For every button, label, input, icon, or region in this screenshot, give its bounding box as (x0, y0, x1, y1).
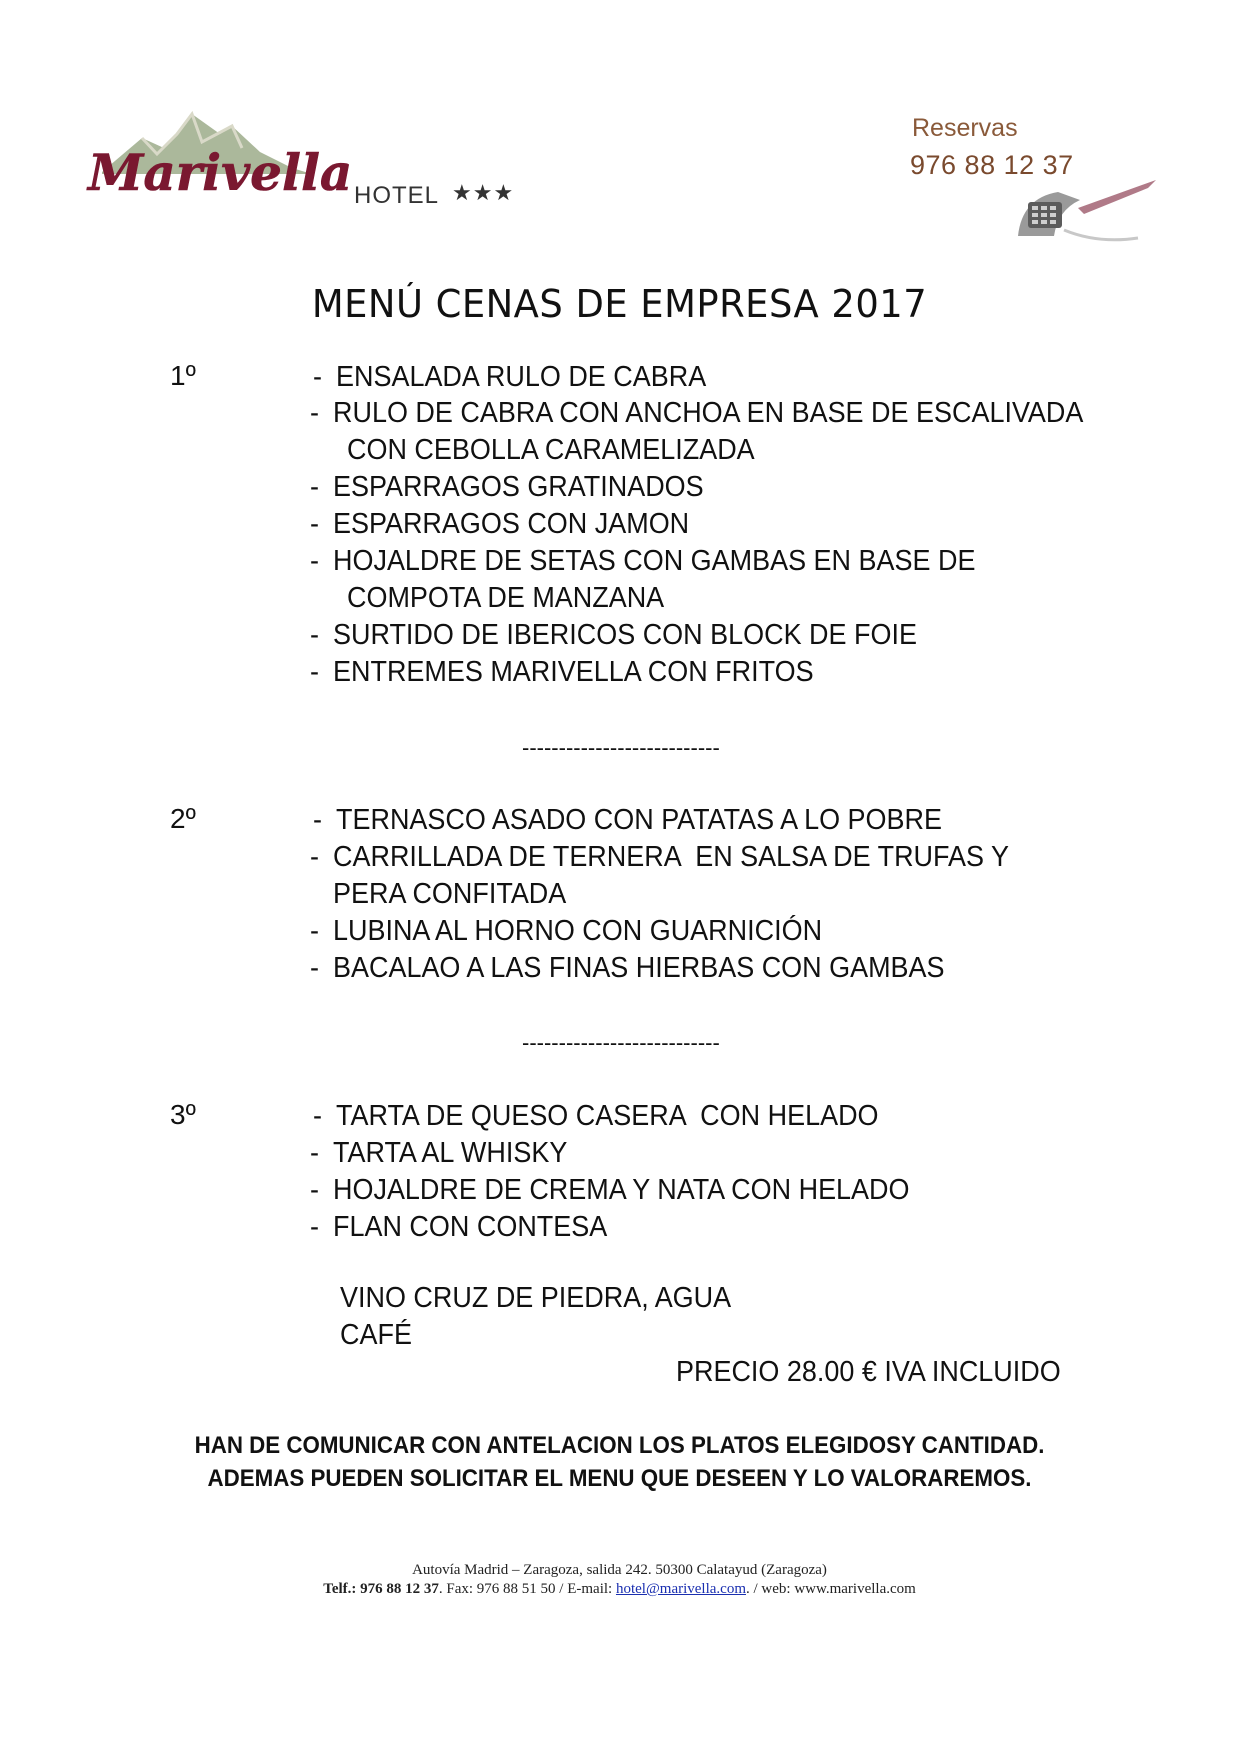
menu-item: ESPARRAGOS CON JAMON (333, 508, 690, 540)
bullet-dash: - (310, 545, 319, 577)
menu-price: PRECIO 28.00 € IVA INCLUIDO (676, 1356, 1061, 1388)
menu-item: ESPARRAGOS GRATINADOS (333, 471, 704, 503)
footer-email-link[interactable]: hotel@marivella.com (615, 1581, 746, 1597)
footer-fax: . Fax: 976 88 51 50 / E-mail: (438, 1581, 616, 1597)
menu-item: SURTIDO DE IBERICOS CON BLOCK DE FOIE (333, 619, 917, 651)
footer-web: . / web: www.marivella.com (746, 1581, 916, 1597)
menu-item-continuation: CON CEBOLLA CARAMELIZADA (347, 434, 755, 466)
section-separator: --------------------------- (522, 735, 720, 760)
phone-icon (988, 178, 1158, 250)
menu-item-continuation: COMPOTA DE MANZANA (347, 582, 665, 614)
course-3-label: 3º (170, 1099, 196, 1130)
bullet-dash: - (310, 841, 319, 873)
menu-item: FLAN CON CONTESA (333, 1211, 608, 1243)
menu-item: LUBINA AL HORNO CON GUARNICIÓN (333, 915, 823, 947)
menu-item-continuation: PERA CONFITADA (333, 878, 567, 910)
bullet-dash: - (310, 1211, 319, 1243)
bullet-dash: - (310, 508, 319, 540)
bullet-dash: - (310, 1137, 319, 1169)
menu-item: ENTREMES MARIVELLA CON FRITOS (333, 656, 814, 688)
logo-text: Marivella (88, 143, 353, 202)
bullet-dash: - (310, 619, 319, 651)
bullet-dash: - (313, 361, 322, 393)
course-1-label: 1º (170, 360, 196, 391)
menu-item: HOJALDRE DE SETAS CON GAMBAS EN BASE DE (333, 545, 976, 577)
reservations-phone: 976 88 12 37 (910, 150, 1074, 180)
bullet-dash: - (310, 471, 319, 503)
menu-item: BACALAO A LAS FINAS HIERBAS CON GAMBAS (333, 952, 945, 984)
bullet-dash: - (310, 915, 319, 947)
bullet-dash: - (310, 1174, 319, 1206)
extras-drinks: VINO CRUZ DE PIEDRA, AGUA (340, 1282, 732, 1314)
footer-contact (0, 1581, 1239, 1598)
hotel-stars: ★★★ (452, 180, 515, 205)
section-separator: --------------------------- (522, 1030, 720, 1055)
course-2-label: 2º (170, 803, 196, 834)
menu-item: RULO DE CABRA CON ANCHOA EN BASE DE ESCALIVADA (333, 397, 1084, 429)
bullet-dash: - (310, 397, 319, 429)
bullet-dash: - (310, 952, 319, 984)
notice-line-2: ADEMAS PUEDEN SOLICITAR EL MENU QUE DESEEN Y LO VALORAREMOS. (207, 1465, 1032, 1492)
hotel-label: HOTEL (354, 182, 440, 209)
reservations-title: Reservas (912, 114, 1018, 142)
footer-address: Autovía Madrid – Zaragoza, salida 242. 50300 Calatayud (Zaragoza) (412, 1562, 827, 1578)
menu-item: TARTA DE QUESO CASERA CON HELADO (336, 1100, 879, 1132)
menu-item: ENSALADA RULO DE CABRA (336, 361, 707, 393)
bullet-dash: - (310, 656, 319, 688)
menu-title: MENÚ CENAS DE EMPRESA 2017 (311, 282, 928, 326)
notice-line-1: HAN DE COMUNICAR CON ANTELACION LOS PLATOS ELEGIDOSY CANTIDAD. (194, 1432, 1045, 1459)
menu-item: TERNASCO ASADO CON PATATAS A LO POBRE (336, 804, 942, 836)
menu-item: TARTA AL WHISKY (333, 1137, 568, 1169)
bullet-dash: - (313, 804, 322, 836)
menu-item: HOJALDRE DE CREMA Y NATA CON HELADO (333, 1174, 910, 1206)
menu-item: CARRILLADA DE TERNERA EN SALSA DE TRUFAS Y (333, 841, 1009, 873)
bullet-dash: - (313, 1100, 322, 1132)
footer-phone: Telf.: 976 88 12 37 (323, 1581, 439, 1597)
extras-coffee: CAFÉ (340, 1319, 412, 1351)
